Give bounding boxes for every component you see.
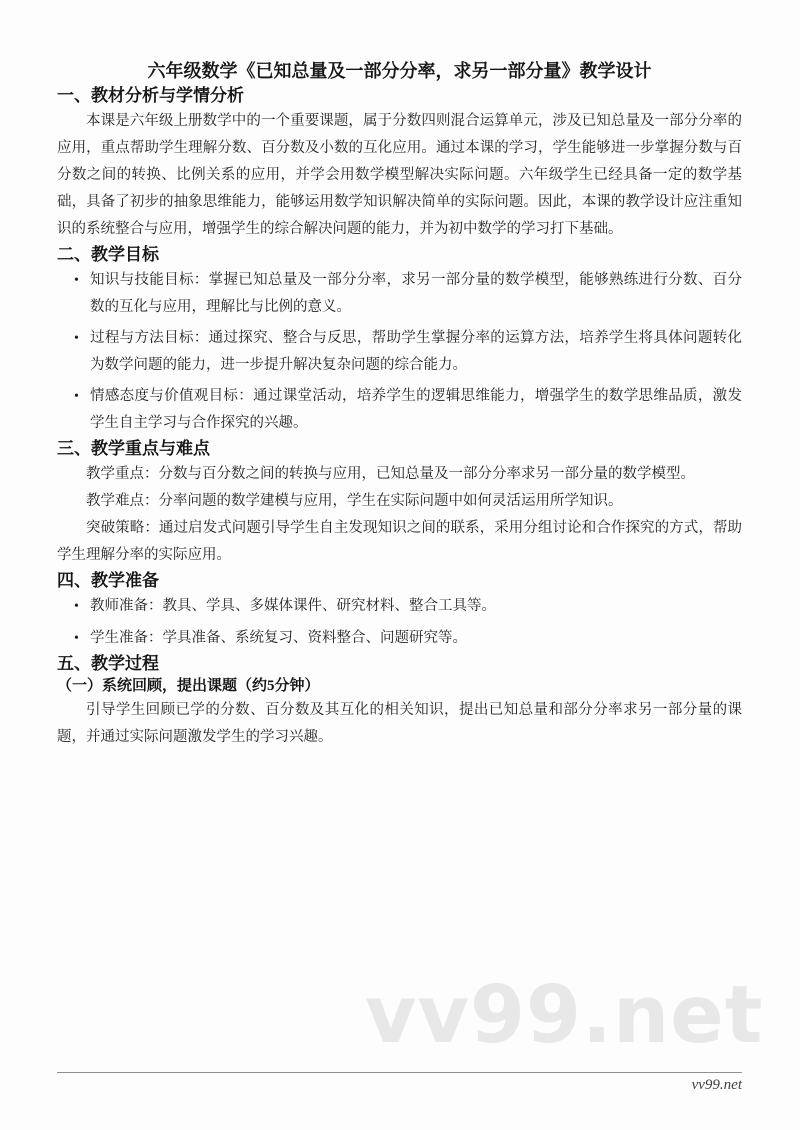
bullet-item: [74, 267, 742, 321]
section-material-analysis: [57, 84, 742, 243]
bullet-dot-icon: •: [74, 599, 79, 614]
bullet-item: [74, 383, 742, 437]
bullet-text: 教师准备：教具、学具、多媒体课件、研究材料、整合工具等。: [90, 598, 496, 614]
bullet-dot-icon: •: [74, 273, 79, 288]
section-teaching-preparation: [57, 569, 742, 652]
bullet-text: 情感态度与价值观目标：通过课堂活动，培养学生的逻辑思维能力，增强学生的数学思维品质，激发学生自主学习与合作探究的兴趣。: [90, 388, 742, 431]
goals-bullet-list: [74, 267, 742, 437]
body-paragraph: 教学难点：分率问题的数学建模与应用，学生在实际问题中如何灵活运用所学知识。: [86, 493, 623, 509]
watermark-text: vv99.net: [365, 969, 764, 1061]
bullet-dot-icon: •: [74, 331, 79, 346]
body-paragraph: 教学重点：分数与百分数之间的转换与应用，已知总量及一部分分率求另一部分量的数学模型。: [86, 466, 695, 482]
body-paragraph: 本课是六年级上册数学中的一个重要课题，属于分数四则混合运算单元，涉及已知总量及一部分分率的应用，重点帮助学生理解分数、百分数及小数的互化应用。通过本课的学习，学生能够进一步掌握分数与百分数之间的转换、比例关系的应用，并学会用数学模型解决实际问题。六年级学生已经具备一定的数学基础，具备了初步的抽象思维能力，能够运用数学知识解决简单的实际问题。因此，本课的教学设计应注重知识的系统整合与应用，增强学生的综合解决问题的能力，并为初中数学的学习打下基础。: [57, 113, 742, 237]
section-heading: 一、教材分析与学情分析: [57, 86, 244, 105]
bullet-item: [74, 593, 742, 620]
bullet-text: 知识与技能目标：掌握已知总量及一部分分率，求另一部分量的数学模型，能够熟练进行分数、百分数的互化与应用，理解比与比例的意义。: [90, 272, 742, 315]
bullet-dot-icon: •: [74, 631, 79, 646]
page-footer: [57, 1072, 742, 1094]
bullet-text: 学生准备：学具准备、系统复习、资料整合、问题研究等。: [90, 630, 467, 646]
section-teaching-goals: [57, 243, 742, 437]
bullet-item: [74, 325, 742, 379]
bullet-dot-icon: •: [74, 389, 79, 404]
section-heading: 五、教学过程: [57, 654, 159, 673]
section-heading: 三、教学重点与难点: [57, 439, 210, 458]
body-paragraph: 突破策略：通过启发式问题引导学生自主发现知识之间的联系，采用分组讨论和合作探究的方式，帮助学生理解分率的实际应用。: [57, 520, 742, 563]
bullet-text: 过程与方法目标：通过探究、整合与反思，帮助学生掌握分率的运算方法，培养学生将具体问题转化为数学问题的能力，进一步提升解决复杂问题的综合能力。: [90, 330, 742, 373]
page-title: 六年级数学《已知总量及一部分分率，求另一部分量》教学设计: [147, 61, 652, 81]
footer-site-text: vv99.net: [691, 1077, 742, 1093]
preparation-bullet-list: [74, 593, 742, 652]
bullet-item: [74, 625, 742, 652]
body-paragraph: 引导学生回顾已学的分数、百分数及其互化的相关知识，提出已知总量和部分分率求另一部分量的课题，并通过实际问题激发学生的学习兴趣。: [57, 702, 742, 745]
section-heading: 二、教学目标: [57, 245, 159, 264]
section-key-difficult-points: [57, 437, 742, 569]
section-teaching-process: [57, 652, 742, 751]
subsection-heading: （一）系统回顾，提出课题（约5分钟）: [57, 678, 320, 694]
section-heading: 四、教学准备: [57, 571, 159, 590]
footer-divider: [57, 1072, 742, 1073]
